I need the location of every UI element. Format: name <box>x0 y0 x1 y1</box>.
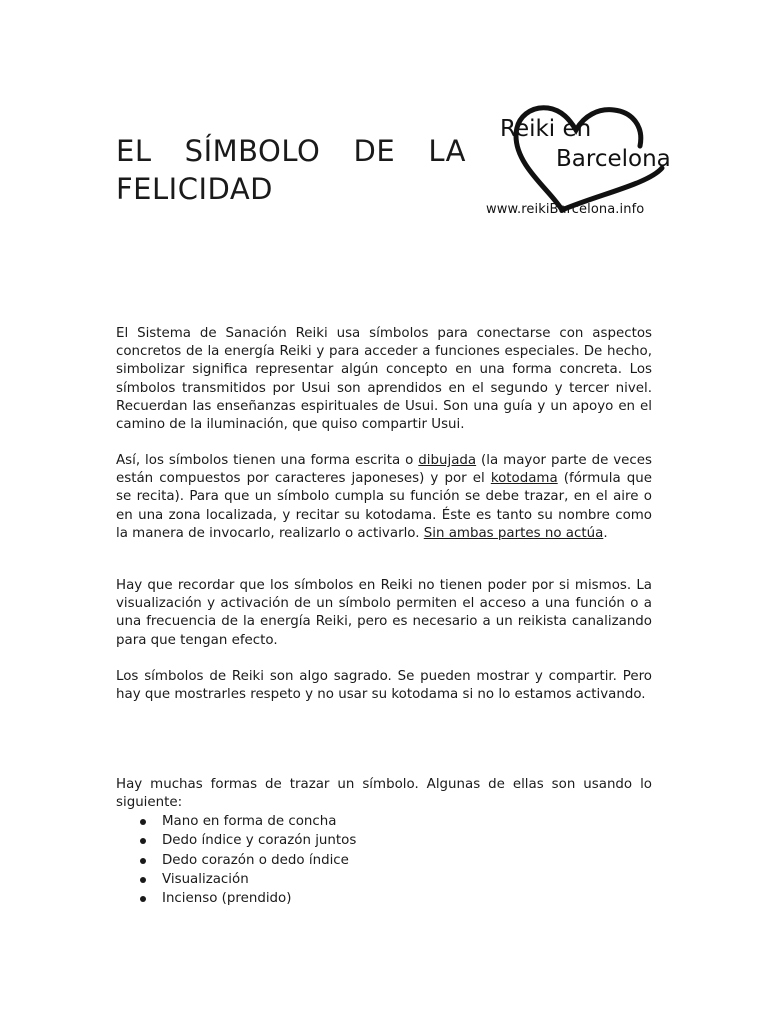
list-item: Incienso (prendido) <box>116 889 356 908</box>
link-sin-ambas-partes[interactable]: Sin ambas partes no actúa <box>423 525 604 541</box>
paragraph-sagrado: Los símbolos de Reiki son algo sagrado. Se pueden mostrar y compartir. Pero hay que mostrarles respeto y no usar su kotodama si no lo estamos activando. <box>116 669 652 703</box>
link-dibujada[interactable]: dibujada <box>418 453 477 468</box>
paragraph-text: (la mayor parte de veces están compuestos por caracteres japoneses) y por el <box>116 453 652 487</box>
title-line-1 <box>116 132 466 170</box>
reiki-barcelona-logo <box>480 98 680 228</box>
paragraph-intro: El Sistema de Sanación Reiki usa símbolos para conectarse con aspectos concretos de la energía Reiki y para acceder a funciones especiales. De hecho, simbolizar significa representar algún concepto en una forma concreta. Los símbolos transmitidos por Usui son aprendidos en el segundo y tercer nivel. Recuerdan las enseñanzas espirituales de Usui. Son una guía y un apoyo en el camino de la iluminación, que quiso compartir Usui. <box>116 326 652 433</box>
paragraph-poder: Hay que recordar que los símbolos en Reiki no tienen poder por si mismos. La visualización y activación de un símbolo permiten el acceso a una función o a una frecuencia de la energía Reiki, pero es necesario a un reikista canalizando para que tengan efecto. <box>116 578 652 648</box>
logo-text-barcelona: Barcelona <box>556 146 671 172</box>
paragraph-text: (fórmula que se recita). Para que un símbolo cumpla su función se debe trazar, en el aire o en una zona localizada, y recitar su kotodama. Éste es tanto su nombre como la manera de invocarlo, realizarlo o activarlo. <box>116 471 652 541</box>
page-title <box>116 132 466 208</box>
logo-text-reiki-en: Reiki en <box>500 116 592 142</box>
paragraph-text: Así, los símbolos tienen una forma escrita o <box>116 453 419 468</box>
paragraph-forma <box>116 452 652 543</box>
title-word: EL <box>116 134 152 168</box>
paragraph-text: . <box>603 525 608 541</box>
logo-url: www.reikiBarcelona.info <box>486 202 645 217</box>
bullet-list <box>116 812 356 908</box>
title-word: SÍMBOLO <box>184 134 321 168</box>
list-item: Visualización <box>116 870 356 889</box>
title-line-2: FELICIDAD <box>116 172 274 206</box>
link-kotodama[interactable]: kotodama <box>490 471 558 487</box>
title-word: DE <box>353 134 396 168</box>
list-item: Mano en forma de concha <box>116 812 356 831</box>
list-item: Dedo índice y corazón juntos <box>116 831 356 850</box>
list-item: Dedo corazón o dedo índice <box>116 851 356 870</box>
paragraph-formas: Hay muchas formas de trazar un símbolo. Algunas de ellas son usando lo siguiente: <box>116 777 652 811</box>
title-word: LA <box>428 134 466 168</box>
